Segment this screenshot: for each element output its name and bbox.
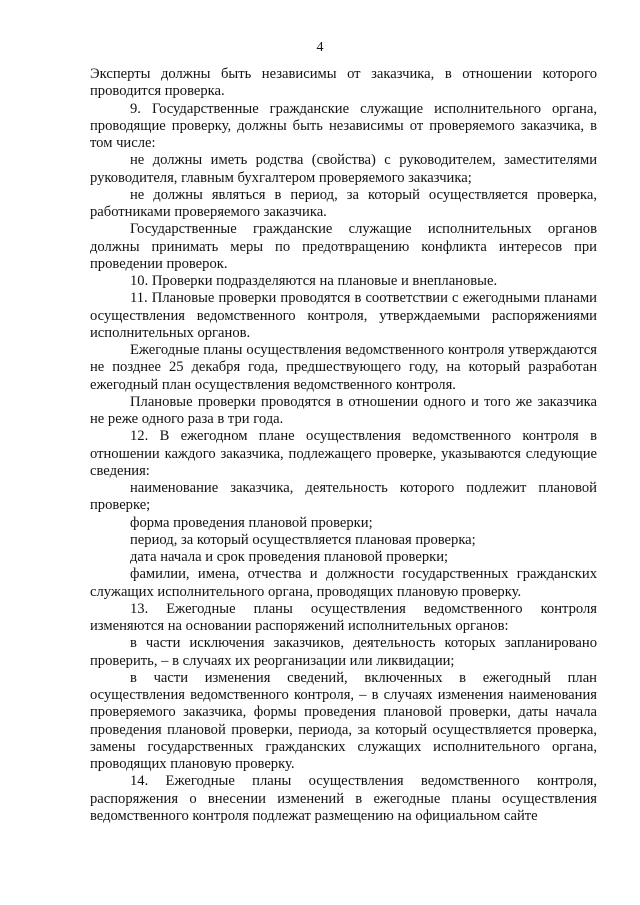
paragraph-not-employees: не должны являться в период, за который осуществляется проверка, работниками проверяемого заказчика. bbox=[90, 186, 597, 220]
paragraph-item-12: 12. В ежегодном плане осуществления ведомственного контроля в отношении каждого заказчика, подлежащего проверке, указываются следующие сведения: bbox=[90, 428, 597, 479]
paragraph-inspection-period: период, за который осуществляется плановая проверка; bbox=[130, 531, 476, 548]
paragraph-conflict-of-interest: Государственные гражданские служащие исполнительных органов должны принимать меры по предотвращению конфликта интересов при проведении проверок. bbox=[90, 221, 597, 272]
paragraph-inspection-frequency: Плановые проверки проводятся в отношении одного и того же заказчика не реже одного раза в три года. bbox=[90, 393, 597, 427]
paragraph-exclusion: в части исключения заказчиков, деятельность которых запланировано проверить, – в случаях их реорганизации или ликвидации; bbox=[90, 635, 597, 669]
paragraph-no-kinship: не должны иметь родства (свойства) с руководителем, заместителями руководителя, главным бухгалтером проверяемого заказчика; bbox=[90, 152, 597, 186]
paragraph-experts-continuation: Эксперты должны быть независимы от заказчика, в отношении которого проводится проверка. bbox=[90, 66, 597, 100]
paragraph-inspection-form: форма проведения плановой проверки; bbox=[130, 514, 373, 531]
page-number: 4 bbox=[316, 40, 324, 55]
paragraph-item-11: 11. Плановые проверки проводятся в соответствии с ежегодными планами осуществления ведомственного контроля, утверждаемыми распоряжениями исполнительных органов. bbox=[90, 290, 597, 341]
paragraph-customer-name: наименование заказчика, деятельность которого подлежит плановой проверке; bbox=[90, 480, 597, 514]
paragraph-item-9: 9. Государственные гражданские служащие исполнительного органа, проводящие проверку, должны быть независимы от проверяемого заказчика, в том числе: bbox=[90, 100, 597, 151]
paragraph-changes: в части изменения сведений, включенных в ежегодный план осуществления ведомственного контроля, – в случаях изменения наименования проверяемого заказчика, формы проведения плановой проверки, даты начала проведения плановой проверки, периода, за который осуществляется проверка, замены государственных гражданских служащих исполнительного органа, проводящих плановую проверку. bbox=[90, 669, 597, 772]
paragraph-item-10: 10. Проверки подразделяются на плановые и внеплановые. bbox=[130, 273, 498, 289]
document-body bbox=[90, 66, 597, 825]
paragraph-start-date: дата начала и срок проведения плановой проверки; bbox=[130, 549, 449, 565]
paragraph-item-14: 14. Ежегодные планы осуществления ведомственного контроля, распоряжения о внесении изменений в ежегодные планы осуществления ведомственного контроля подлежат размещению на официальном сайте bbox=[90, 773, 597, 824]
paragraph-inspectors: фамилии, имена, отчества и должности государственных гражданских служащих исполнительного органа, проводящих плановую проверку. bbox=[90, 566, 597, 600]
paragraph-annual-plans-approval: Ежегодные планы осуществления ведомственного контроля утверждаются не позднее 25 декабря года, предшествующего году, на который разработан ежегодный план осуществления ведомственного контроля. bbox=[90, 342, 597, 393]
paragraph-item-13: 13. Ежегодные планы осуществления ведомственного контроля изменяются на основании распоряжений исполнительных органов: bbox=[90, 600, 597, 634]
